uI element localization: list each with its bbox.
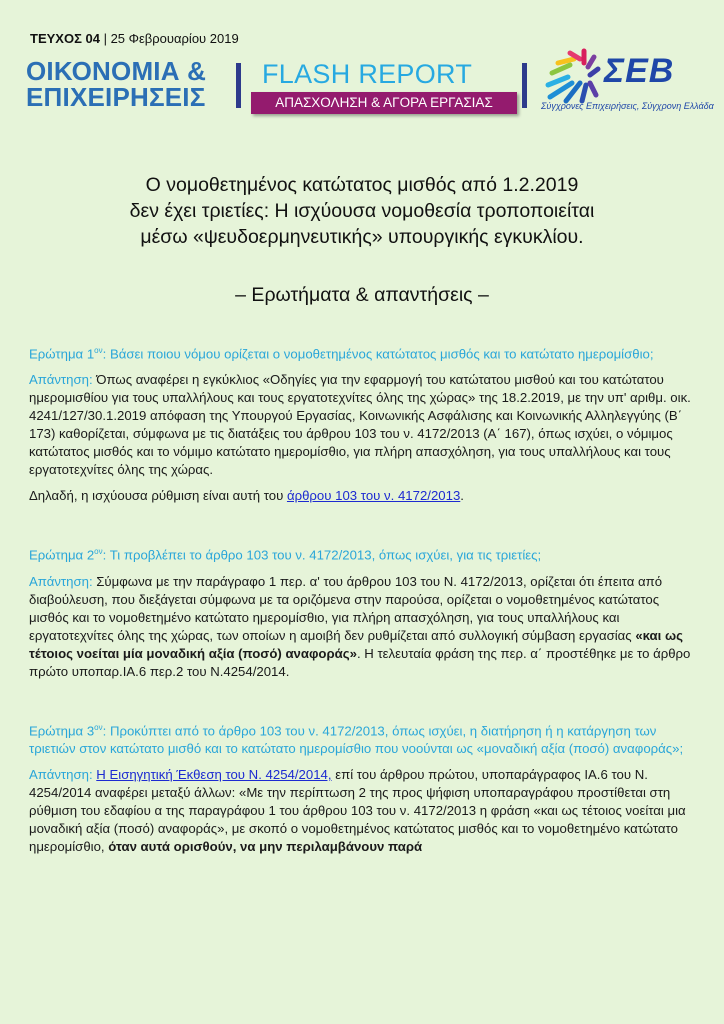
brand-line-1: ΟΙΚΟΝΟΜΙΑ & — [26, 56, 207, 86]
issue-number: ΤΕΥΧΟΣ 04 — [30, 31, 100, 46]
page-subtitle: – Ερωτήματα & απαντήσεις – — [235, 284, 489, 306]
question-3-ordinal: ον — [94, 722, 103, 732]
qa-content — [29, 342, 701, 864]
answer-2 — [29, 573, 701, 681]
question-1-ordinal: ον — [94, 346, 103, 355]
answer-1-label: Απάντηση: — [29, 372, 93, 388]
brand-line-2: ΕΠΙΧΕΙΡΗΣΕΙΣ — [26, 82, 206, 112]
brand-title — [26, 58, 206, 110]
page-title — [40, 172, 684, 250]
question-3-text: : Προκύπτει από το άρθρο 103 του ν. 4172/2013, όπως ισχύει, η διατήρηση ή η κατάργηση των τριετιών στον κατώτατο μισθό και το κατώτατο ημερομίσθιο που νοούνται ως «μοναδική αξία (ποσό) αναφοράς»; — [29, 723, 684, 757]
answer-1-text: Όπως αναφέρει η εγκύκλιος «Οδηγίες για την εφαρμογή του κατώτατου μισθού και του κατώτατου ημερομισθίου για τους υπαλλήλους και τους εργατοτεχνίτες όλης της χώρας» της 18.2.2019, με την υπ' αριθμ. οικ. 4241/127/30.1.2019 απόφαση της Υπουργού Εργασίας, Κοινωνικής Ασφάλισης και Κοινωνικής Αλληλεγγύης (Β΄ 173) καθορίζεται, σύμφωνα με τις διατάξεις του άρθρου 103 του ν. 4172/2013 (Α΄ 167), όπως ισχύει, ο νόμιμος κατώτατος μισθός και το νόμιμο κατώτατο ημερομίσθιο, για πλήρη απασχόληση, για τους υπαλλήλους και τους εργατοτεχνίτες όλης της χώρας. — [29, 372, 691, 478]
report-title: FLASH REPORT — [262, 59, 473, 89]
title-line-2: δεν έχει τριετίες: Η ισχύουσα νομοθεσία τροποποιείται — [129, 200, 595, 222]
answer-2-text: Σύμφωνα με την παράγραφο 1 περ. α' του άρθρου 103 του Ν. 4172/2013, ορίζεται ότι έπειτα από διαβούλευση, που διεξάγεται σύμφωνα με τα οριζόμενα στην παρούσα, ορίζεται ο νομοθετημένος κατώτατος μισθός και το νομοθετημένο κατώτατο ημερομίσθιο, για πλήρη απασχόληση, για τους υπαλλήλους και εργατοτεχνίτες όλης της χώρας, των οποίων η αμοιβή δεν ρυθμίζεται από συλλογική σύμβαση εργασίας — [29, 573, 663, 643]
explanatory-report-link[interactable]: Η Εισηγητική Έκθεση του Ν. 4254/2014, — [96, 767, 332, 783]
question-2-prefix: Ερώτημα 2 — [29, 547, 95, 563]
answer-2-text-end: . Η τελευταία φράση της περ. α΄ προστέθηκε με το άρθρο πρώτο υποπαρ.ΙΑ.6 περ.2 του Ν.4254/2014. — [29, 645, 691, 679]
answer-1 — [29, 371, 701, 479]
question-1-text: : Βάσει ποιου νόμου ορίζεται ο νομοθετημένος κατώτατος μισθός και το κατώτατο ημερομίσθιο; — [102, 346, 654, 362]
answer-1-conclusion — [29, 487, 701, 505]
question-1-prefix: Ερώτημα 1 — [29, 346, 95, 362]
answer-3-text: επί του άρθρου πρώτου, υποπαράγραφος ΙΑ.6 του Ν. 4254/2014 αναφέρει μεταξύ άλλων: «Με την περίπτωση 2 της προς ψήφιση υποπαραγράφου προστίθεται στη ρύθμιση του εδαφίου α της παραγράφου 1 του άρθρου 103 του ν. 4172/2013 η φράση «και ως τέτοιος νοείται μια μοναδική αξία (ποσό) αναφοράς», με σκοπό ο νομοθετημένος κατώτατος μισθός και το νομοθετημένο κατώτατο ημερομίσθιο, — [29, 767, 686, 855]
title-line-1: Ο νομοθετημένος κατώτατος μισθός από 1.2.2019 — [145, 174, 579, 196]
answer-2-emphasis: «και ως τέτοιος νοείται μία μοναδική αξία (ποσό) αναφοράς» — [29, 627, 683, 661]
question-3-prefix: Ερώτημα 3 — [29, 723, 95, 739]
answer-1-conclusion-end: . — [460, 488, 464, 504]
question-3 — [29, 719, 701, 758]
answer-2-label: Απάντηση: — [29, 573, 93, 589]
answer-3 — [29, 766, 701, 856]
question-2-text: : Τι προβλέπει το άρθρο 103 του ν. 4172/2013, όπως ισχύει, για τις τριετίες; — [102, 547, 542, 563]
issue-line — [30, 31, 239, 46]
title-line-3: μέσω «ψευδοερμηνευτικής» υπουργικής εγκυκλίου. — [140, 226, 584, 248]
answer-1-conclusion-text: Δηλαδή, η ισχύουσα ρύθμιση είναι αυτή του — [29, 488, 287, 504]
seb-logo-text: ΣΕΒ — [604, 52, 675, 90]
seb-logo-tagline: Σύγχρονες Επιχειρήσεις, Σύγχρονη Ελλάδα — [541, 101, 714, 111]
issue-date: 25 Φεβρουαρίου 2019 — [110, 31, 239, 46]
answer-3-emphasis: όταν αυτά ορισθούν, να μην περιλαμβάνουν παρά — [108, 839, 423, 855]
report-subtitle-band: ΑΠΑΣΧΟΛΗΣΗ & ΑΓΟΡΑ ΕΡΓΑΣΙΑΣ — [251, 92, 517, 114]
question-2 — [29, 543, 701, 564]
header-divider-left — [236, 63, 241, 108]
issue-separator: | — [99, 31, 111, 46]
question-1 — [29, 342, 701, 363]
article-103-link[interactable]: άρθρου 103 του ν. 4172/2013 — [286, 488, 461, 504]
question-2-ordinal: ον — [94, 547, 103, 557]
answer-3-label: Απάντηση: — [29, 767, 93, 783]
header-divider-right — [522, 63, 527, 108]
